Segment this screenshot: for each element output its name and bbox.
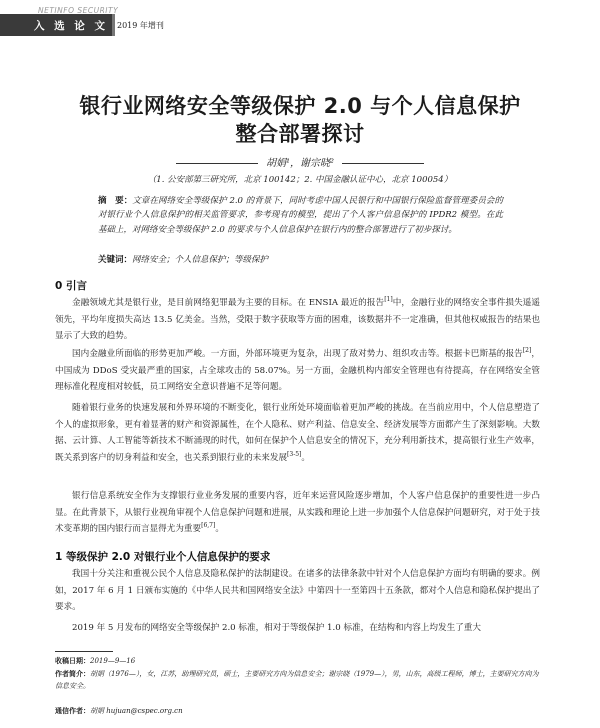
keywords-text: 网络安全；个人信息保护；等级保护	[132, 255, 269, 265]
keywords	[98, 253, 503, 265]
section-heading-0: 0 引言	[55, 280, 87, 292]
contact-text: 胡娟 hujuan@cspec.org.cn	[90, 707, 183, 715]
citation-1: [1]	[384, 296, 393, 304]
contact-label: 通信作者：	[55, 706, 90, 715]
paragraph-2-text-b: ，中国成为 DDoS 受灾最严重的国家，占全球攻击的 58.07%。另一方面，金融机构内部安全管理也有待提高，存在网络安全管理标准化程度相对较低，员工网络安全意识普遍不足等问题。	[55, 349, 540, 393]
paper-title-line-2: 整合部署探讨	[235, 122, 365, 146]
journal-header	[0, 0, 600, 40]
issue-label: 2019 年增刊	[117, 21, 164, 30]
paragraph-4	[55, 488, 540, 538]
abstract-label: 摘 要：	[98, 196, 133, 206]
paper-title-line-1: 银行业网络安全等级保护 2.0 与个人信息保护	[79, 94, 521, 118]
keywords-label: 关键词：	[98, 255, 133, 265]
banner-divider	[112, 14, 115, 36]
paragraph-1-text-b: 中，金融行业的网络安全事件损失遥遥领先，平均年度损失高达 13.5 亿美金。当然，受限于数字获取等方面的困难，该数据并不一定准确，但其他权威报告的结果也显示了大致的趋势。	[55, 298, 540, 342]
section-heading-1: 1 等级保护 2.0 对银行业个人信息保护的要求	[55, 551, 271, 563]
paragraph-5: 我国十分关注和重视公民个人信息及隐私保护的法制建设。在诸多的法律条款中针对个人信息保护方面均有明确的要求。例如，2017 年 6 月 1 日颁布实施的《中华人民共和国网络安全法》中第四十一至第四十五条款，都对个人信息和隐私保护提出了要求。	[55, 569, 540, 613]
footnote-rule	[55, 651, 113, 652]
paragraph-2-text-a: 国内金融业所面临的形势更加严峻。一方面，外部环境更为复杂，出现了敌对势力、组织攻击等。根据卡巴斯基的报告	[72, 349, 523, 359]
author-rule-left	[176, 163, 258, 164]
paragraph-1-text-a: 金融领域尤其是银行业，是目前网络犯罪最为主要的目标。在 ENSIA 最近的报告	[72, 298, 385, 308]
footnote-contact	[55, 705, 545, 717]
author-line	[0, 154, 600, 169]
paragraph-2	[55, 346, 540, 396]
authors: 胡娟¹，谢宗晓²	[265, 158, 335, 169]
paragraph-1	[55, 295, 540, 345]
paragraph-3	[55, 400, 540, 466]
footnote-bio	[55, 668, 545, 692]
affiliations: （1. 公安部第三研究所，北京 100142；2. 中国金融认证中心，北京 100054）	[147, 175, 453, 185]
citation-2: [2]	[522, 347, 532, 355]
citation-4: [6,7]	[201, 522, 216, 530]
column-name: 入 选 论 文	[34, 20, 108, 32]
abstract	[98, 194, 503, 237]
abstract-text: 文章在网络安全等级保护 2.0 的背景下，同时考虑中国人民银行和中国银行保险监督管理委员会的对银行业个人信息保护的相关监管要求，参考现有的模型，提出了个人客户信息保护的 IPDR2 模型。在此基础上，对网络安全等级保护 2.0 的要求与个人信息保护在银行内的整合部署进行了初步探讨。	[98, 196, 503, 235]
paragraph-4-text-b: 。	[215, 524, 224, 535]
bio-label: 作者简介：	[55, 669, 90, 678]
paragraph-6: 2019 年 5 月发布的网络安全等级保护 2.0 标准，相对于等级保护 1.0 标准，在结构和内容上均发生了重大	[72, 623, 481, 633]
received-date: 2019—9—16	[90, 657, 136, 665]
paragraph-4-text-a: 银行信息系统安全作为支撑银行业业务发展的重要内容，近年来运营风险逐步增加，个人客户信息保护的重要性进一步凸显。在此背景下，从银行业视角审视个人信息保护问题和进展，从实践和理论上进一步加强个人信息保护问题研究，对于处于技术变革期的国内银行而言显得尤为重要	[55, 491, 540, 535]
journal-brand: NETINFO SECURITY	[38, 6, 119, 15]
paragraph-3-text-b: 。	[301, 452, 310, 463]
paragraph-3-text-a: 随着银行业务的快速发展和外界环境的不断变化，银行业所处环境面临着更加严峻的挑战。在当前应用中，个人信息塑造了个人的虚拟形象，更有着显著的财产和资源属性，在个人隐私、财产利益、信息安全、经济发展等方面都产生了深刻影响。大数据、云计算、人工智能等新技术不断涌现的时代，如何在保护个人信息安全的情况下，充分利用新技术，提高银行业生产效率，既关系到客户的切身利益和安全，也关系到银行业的未来发展	[55, 403, 540, 463]
citation-3: [3-5]	[287, 450, 302, 458]
footnote-received	[55, 655, 545, 667]
author-rule-right	[342, 163, 424, 164]
received-label: 收稿日期：	[55, 656, 90, 665]
bio-text: 胡娟（1976—），女，江苏，助理研究员，硕士，主要研究方向为信息安全；谢宗晓（1979—），男，山东，高级工程师，博士，主要研究方向为信息安全。	[55, 670, 539, 690]
